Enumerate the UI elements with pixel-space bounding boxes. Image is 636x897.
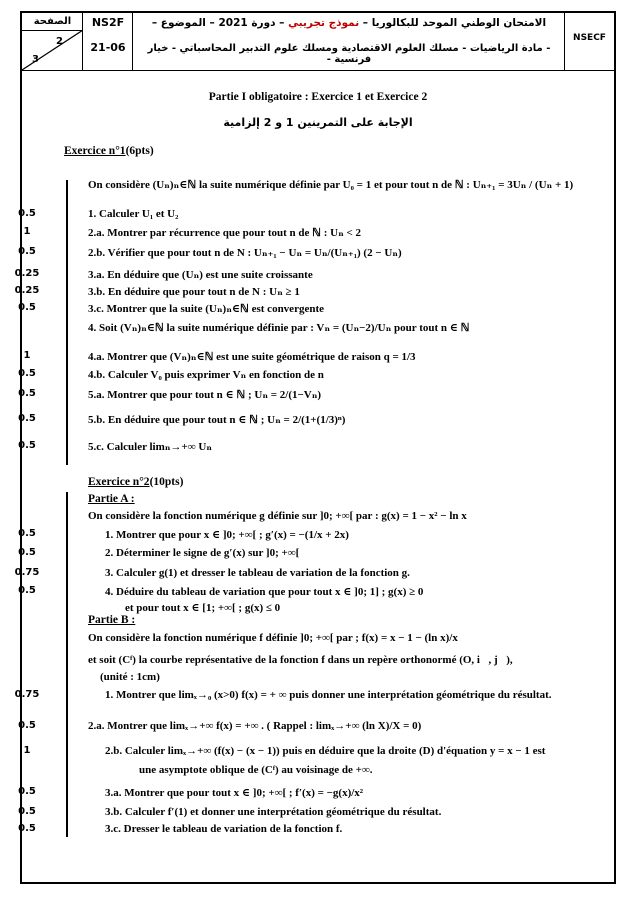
points-value: 0.5 [18, 388, 36, 399]
part-title-ar: الإجابة على التمرينين 1 و 2 إلزامية [223, 116, 413, 129]
question-item: 3.b. En déduire que pour tout n de N : Uₙ ≥ 1 [88, 286, 300, 298]
points-value: 0.5 [18, 413, 36, 424]
partB-intro-3: (unité : 1cm) [100, 671, 160, 683]
ns-code: NSECF [573, 33, 606, 43]
points-value: 0.5 [18, 246, 36, 257]
question-item: 1. Montrer que pour x ∈ ]0; +∞[ ; g′(x) = −(1/x + 2x) [105, 529, 349, 541]
question-item: 4.b. Calculer V₀ puis exprimer Vₙ en fonction de n [88, 369, 324, 381]
ex2-points: (10pts) [149, 476, 184, 488]
question-item: 2.b. Calculer limₓ→+∞ (f(x) − (x − 1)) puis en déduire que la droite (D) d'équation y = x − 1 est [105, 745, 546, 757]
ex1-heading [64, 145, 154, 157]
title-part1: الامتحان الوطني الموحد للبكالوريا – [359, 17, 547, 29]
question-item: 2.a. Montrer par récurrence que pour tout n de ℕ : Uₙ < 2 [88, 227, 362, 239]
question-item: 3.a. Montrer que pour tout x ∈ ]0; +∞[ ; f′(x) = −g(x)/x² [105, 787, 364, 799]
question-item: 3.c. Montrer que la suite (Uₙ)ₙ∈ℕ est convergente [88, 303, 324, 315]
ex2-margin-rule [66, 492, 68, 837]
question-item: 5.c. Calculer limₙ→+∞ Uₙ [88, 441, 213, 453]
header [22, 13, 614, 71]
question-item: 3.a. En déduire que (Uₙ) est une suite croissante [88, 269, 313, 281]
ex1-intro: On considère (Uₙ)ₙ∈ℕ la suite numérique définie par U₀ = 1 et pour tout n de ℕ : Uₙ₊₁ = 3Uₙ / (Uₙ + 1) [88, 179, 574, 191]
points-value: 0.75 [14, 689, 40, 700]
page-split [22, 30, 83, 70]
question-item: 5.a. Montrer que pour tout n ∈ ℕ ; Uₙ = 2/(1−Vₙ) [88, 389, 322, 401]
question-item: 3. Calculer g(1) et dresser le tableau de variation de la fonction g. [105, 567, 410, 579]
points-value: 1 [23, 350, 31, 361]
question-item: 1. Montrer que limₓ→₀ (x>0) f(x) = + ∞ puis donner une interprétation géométrique du résultat. [105, 689, 552, 701]
part-title: Partie I obligatoire : Exercice 1 et Exercice 2 [208, 91, 428, 103]
ex2-title: Exercice n°2 [88, 476, 150, 488]
points-value: 0.5 [18, 823, 36, 834]
points-value: 0.5 [18, 208, 36, 219]
partA-intro: On considère la fonction numérique g définie sur ]0; +∞[ par : g(x) = 1 − x² − ln x [88, 510, 467, 522]
code-bottom: 21-06 [90, 41, 126, 54]
question-item: 2.a. Montrer que limₓ→+∞ f(x) = +∞ . ( Rappel : limₓ→+∞ (ln X)/X = 0) [88, 720, 422, 732]
question-item: 4. Soit (Vₙ)ₙ∈ℕ la suite numérique définie par : Vₙ = (Uₙ−2)/Uₙ pour tout n ∈ ℕ [88, 322, 470, 334]
code-top: NS2F [91, 16, 125, 29]
partA-heading: Partie A : [88, 493, 135, 505]
question-item: 3.c. Dresser le tableau de variation de la fonction f. [105, 823, 343, 835]
ex1-margin-rule [66, 180, 68, 465]
exam-subtitle: - مادة الرياضيات - مسلك العلوم الاقتصادية ومسلك علوم التدبير المحاسباتي - خيار فرنسية - [147, 43, 551, 65]
page-number: 2 [56, 36, 63, 47]
exam-title [133, 17, 565, 29]
page-total: 3 [32, 54, 39, 65]
partB-intro-1: On considère la fonction numérique f définie ]0; +∞[ par ; f(x) = x − 1 − (ln x)/x [88, 632, 458, 644]
points-value: 0.5 [18, 720, 36, 731]
code-box [83, 13, 133, 70]
page-label: الصفحة [22, 13, 83, 31]
title-box [133, 13, 565, 70]
partB-heading: Partie B : [88, 614, 136, 626]
points-value: 0.25 [14, 285, 40, 296]
question-item: 4. Déduire du tableau de variation que pour tout x ∈ ]0; 1] ; g(x) ≥ 0 [105, 586, 424, 598]
ex1-title: Exercice n°1 [64, 145, 126, 157]
points-value: 0.5 [18, 368, 36, 379]
question-item: 2.b. Vérifier que pour tout n de N : Uₙ₊₁ − Uₙ = Uₙ/(Uₙ₊₁) (2 − Uₙ) [88, 247, 402, 259]
question-item: 4.a. Montrer que (Vₙ)ₙ∈ℕ est une suite géométrique de raison q = 1/3 [88, 351, 416, 363]
title-part2: – دورة 2021 – الموضوع – [151, 17, 289, 29]
points-value: 0.5 [18, 806, 36, 817]
question-item: 3.b. Calculer f′(1) et donner une interprétation géométrique du résultat. [105, 806, 442, 818]
points-value: 0.25 [14, 268, 40, 279]
points-value: 1 [23, 226, 31, 237]
question-item: 1. Calculer U₁ et U₂ [88, 208, 179, 220]
partB-intro-2: et soit (Cᶠ) la courbe représentative de la fonction f dans un repère orthonormé (O, i⃗, j⃗), [88, 654, 513, 666]
points-value: 0.5 [18, 302, 36, 313]
title-red: نموذج تجريبي [288, 17, 360, 29]
points-value: 0.5 [18, 585, 36, 596]
points-value: 0.5 [18, 440, 36, 451]
page-box [22, 13, 83, 70]
points-value: 0.75 [14, 567, 40, 578]
ex2-heading [88, 476, 183, 488]
question-item: 2. Déterminer le signe de g′(x) sur ]0; +∞[ [105, 547, 300, 559]
question-item: et pour tout x ∈ [1; +∞[ ; g(x) ≤ 0 [125, 602, 281, 614]
points-value: 0.5 [18, 528, 36, 539]
points-value: 0.5 [18, 547, 36, 558]
question-item: une asymptote oblique de (Cᶠ) au voisinage de +∞. [139, 764, 373, 776]
ns-box [565, 13, 614, 70]
points-value: 1 [23, 745, 31, 756]
question-item: 5.b. En déduire que pour tout n ∈ ℕ ; Uₙ = 2/(1+(1/3)ⁿ) [88, 414, 346, 426]
ex1-points: (6pts) [125, 145, 154, 157]
points-value: 0.5 [18, 786, 36, 797]
